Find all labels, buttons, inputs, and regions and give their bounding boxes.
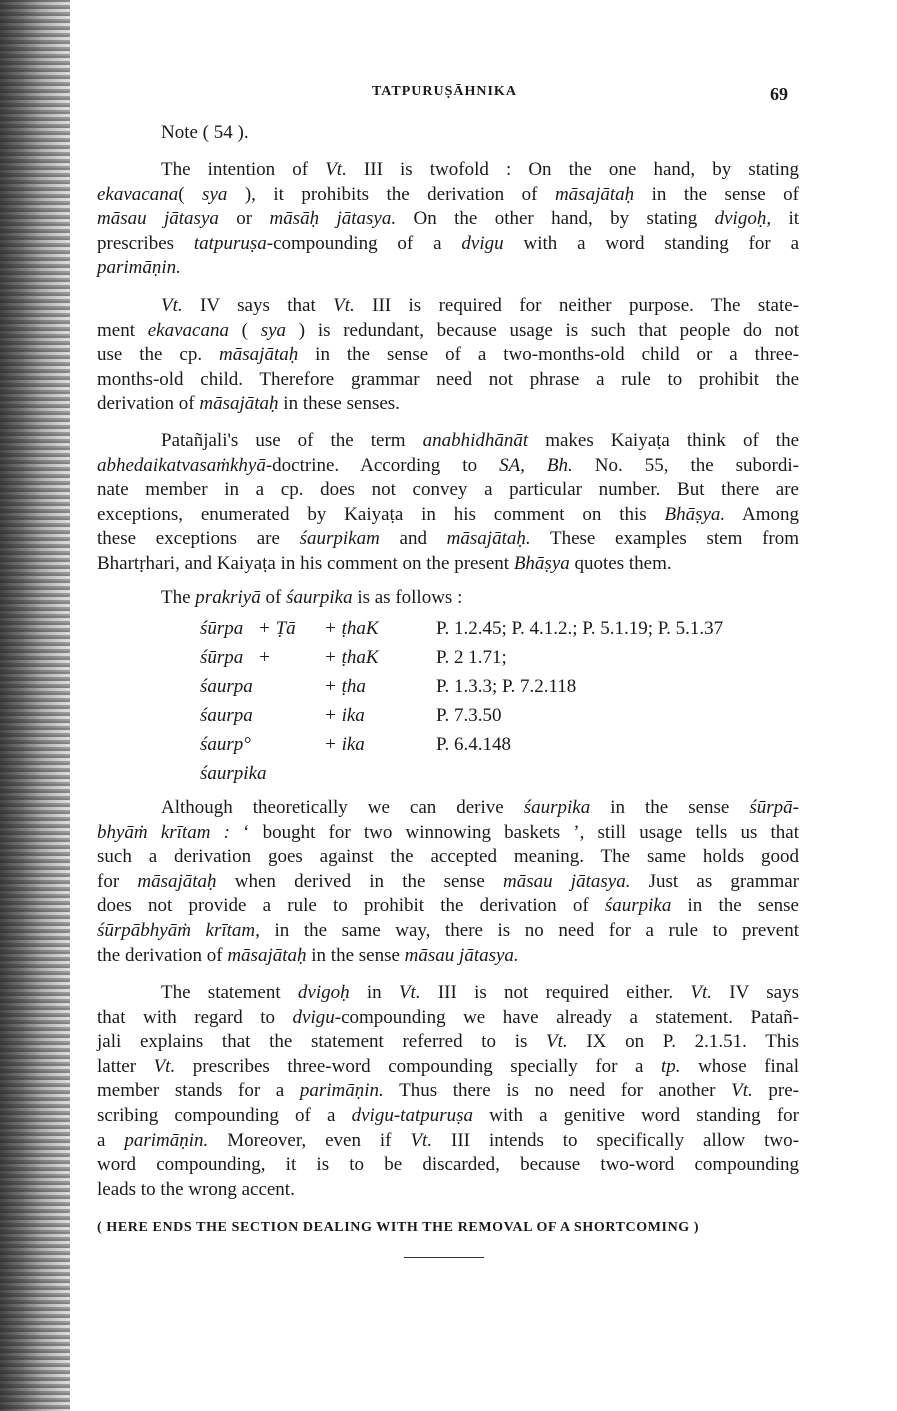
text-line: Patañjali's use of the term anabhidhānāt makes Kaiyaṭa think of the <box>161 430 800 451</box>
text-line: scribing compounding of a dvigu-tatpuruṣa with a genitive word standing for <box>97 1104 799 1126</box>
derivation-rule: P. 2 1.71; <box>436 647 507 668</box>
text-line: word compounding, it is to be discarded, because two-word compounding <box>97 1154 799 1176</box>
derivation-suffix: + ika <box>324 705 365 726</box>
text-line: ekavacana( sya ), it prohibits the derivation of māsajātaḥ in the sense of <box>97 183 800 205</box>
derivation-rule: P. 7.3.50 <box>436 705 502 726</box>
text-line: The prakriyā of śaurpika is as follows : <box>161 587 463 608</box>
derivation-suffix: + ika <box>324 734 365 755</box>
paragraph-5 <box>97 796 799 968</box>
text-line: leads to the wrong accent. <box>97 1178 295 1200</box>
text-line: Bhartṛhari, and Kaiyaṭa in his comment on the present Bhāṣya quotes them. <box>97 552 672 574</box>
text-line: The intention of Vt. III is twofold : On the one hand, by stating <box>161 159 799 180</box>
text-line: exceptions, enumerated by Kaiyaṭa in his comment on this Bhāṣya. Among <box>97 503 799 525</box>
text-line: derivation of māsajātaḥ in these senses. <box>97 393 400 415</box>
page-number: 69 <box>770 84 788 104</box>
derivation-op: + Ṭā <box>258 618 296 639</box>
paragraph-3 <box>97 429 799 577</box>
text-line: Vt. IV says that Vt. III is required for neither purpose. The state- <box>161 295 799 316</box>
running-header: TATPURUṢĀHNIKA <box>372 84 517 99</box>
text-line: latter Vt. prescribes three-word compounding specially for a tp. whose final <box>97 1055 800 1077</box>
derivation-stem: śaurp° <box>200 734 251 755</box>
text-line: months-old child. Therefore grammar need not phrase a rule to prohibit the <box>97 368 799 390</box>
text-line: such a derivation goes against the accepted meaning. The same holds good <box>97 846 799 868</box>
text-line: ment ekavacana ( sya ) is redundant, because usage is such that people do not <box>97 319 800 341</box>
derivation-suffix: + ṭha <box>324 676 366 697</box>
derivation-op: + <box>258 647 271 668</box>
text-line: māsau jātasya or māsāḥ jātasya. On the other hand, by stating dvigoḥ, it <box>97 208 800 230</box>
text-line: The statement dvigoḥ in Vt. III is not required either. Vt. IV says <box>161 982 799 1003</box>
derivation-suffix: + ṭhaK <box>324 618 379 639</box>
text-line: use the cp. māsajātaḥ in the sense of a two-months-old child or a three- <box>97 344 799 366</box>
text-line: śūrpābhyāṁ krītam, in the same way, there is no need for a rule to prevent <box>97 919 799 941</box>
derivation-rule: P. 6.4.148 <box>436 734 511 755</box>
text-line: these exceptions are śaurpikam and māsajātaḥ. These examples stem from <box>97 528 800 550</box>
derivation-stem: śūrpa <box>200 647 244 668</box>
text-line: abhedaikatvasaṁkhyā-doctrine. According to SA, Bh. No. 55, the subordi- <box>97 454 799 476</box>
text-line: a parimāṇin. Moreover, even if Vt. III intends to specifically allow two- <box>97 1129 799 1151</box>
note-label: Note ( 54 ). <box>161 122 249 143</box>
paragraph-2 <box>97 294 799 417</box>
text-line: that with regard to dvigu-compounding we have already a statement. Patañ- <box>97 1006 799 1028</box>
derivation-stem: śaurpika <box>200 763 267 784</box>
derivation-rule: P. 1.2.45; P. 4.1.2.; P. 5.1.19; P. 5.1.37 <box>436 618 724 639</box>
text-line: member stands for a parimāṇin. Thus there is no need for another Vt. pre- <box>97 1080 799 1102</box>
derivation-stem: śaurpa <box>200 705 253 726</box>
text-line: nate member in a cp. does not convey a particular number. But there are <box>97 479 799 501</box>
text-line: does not provide a rule to prohibit the derivation of śaurpika in the sense <box>97 895 799 917</box>
text-line: bhyāṁ krītam : ‘ bought for two winnowing baskets ’, still usage tells us that <box>97 821 799 843</box>
derivation-stem: śūrpa <box>200 618 244 639</box>
paragraph-4-intro <box>97 586 799 611</box>
section-end-note: ( HERE ENDS THE SECTION DEALING WITH THE REMOVAL OF A SHORTCOMING ) <box>97 1220 700 1235</box>
derivation-rule: P. 1.3.3; P. 7.2.118 <box>436 676 577 697</box>
text-line: prescribes tatpuruṣa-compounding of a dvigu with a word standing for a <box>97 232 800 254</box>
text-line: the derivation of māsajātaḥ in the sense māsau jātasya. <box>97 944 519 966</box>
closing-rule <box>404 1257 484 1258</box>
text-line: parimāṇin. <box>97 257 181 279</box>
paragraph-1 <box>97 158 799 281</box>
text-line: jali explains that the statement referred to is Vt. IX on P. 2.1.51. This <box>97 1031 799 1053</box>
derivation-stem: śaurpa <box>200 676 253 697</box>
paragraph-6 <box>97 981 799 1202</box>
derivation-suffix: + ṭhaK <box>324 647 379 668</box>
text-line: for māsajātaḥ when derived in the sense māsau jātasya. Just as grammar <box>97 870 800 892</box>
text-line: Although theoretically we can derive śaurpika in the sense śūrpā- <box>161 797 799 818</box>
